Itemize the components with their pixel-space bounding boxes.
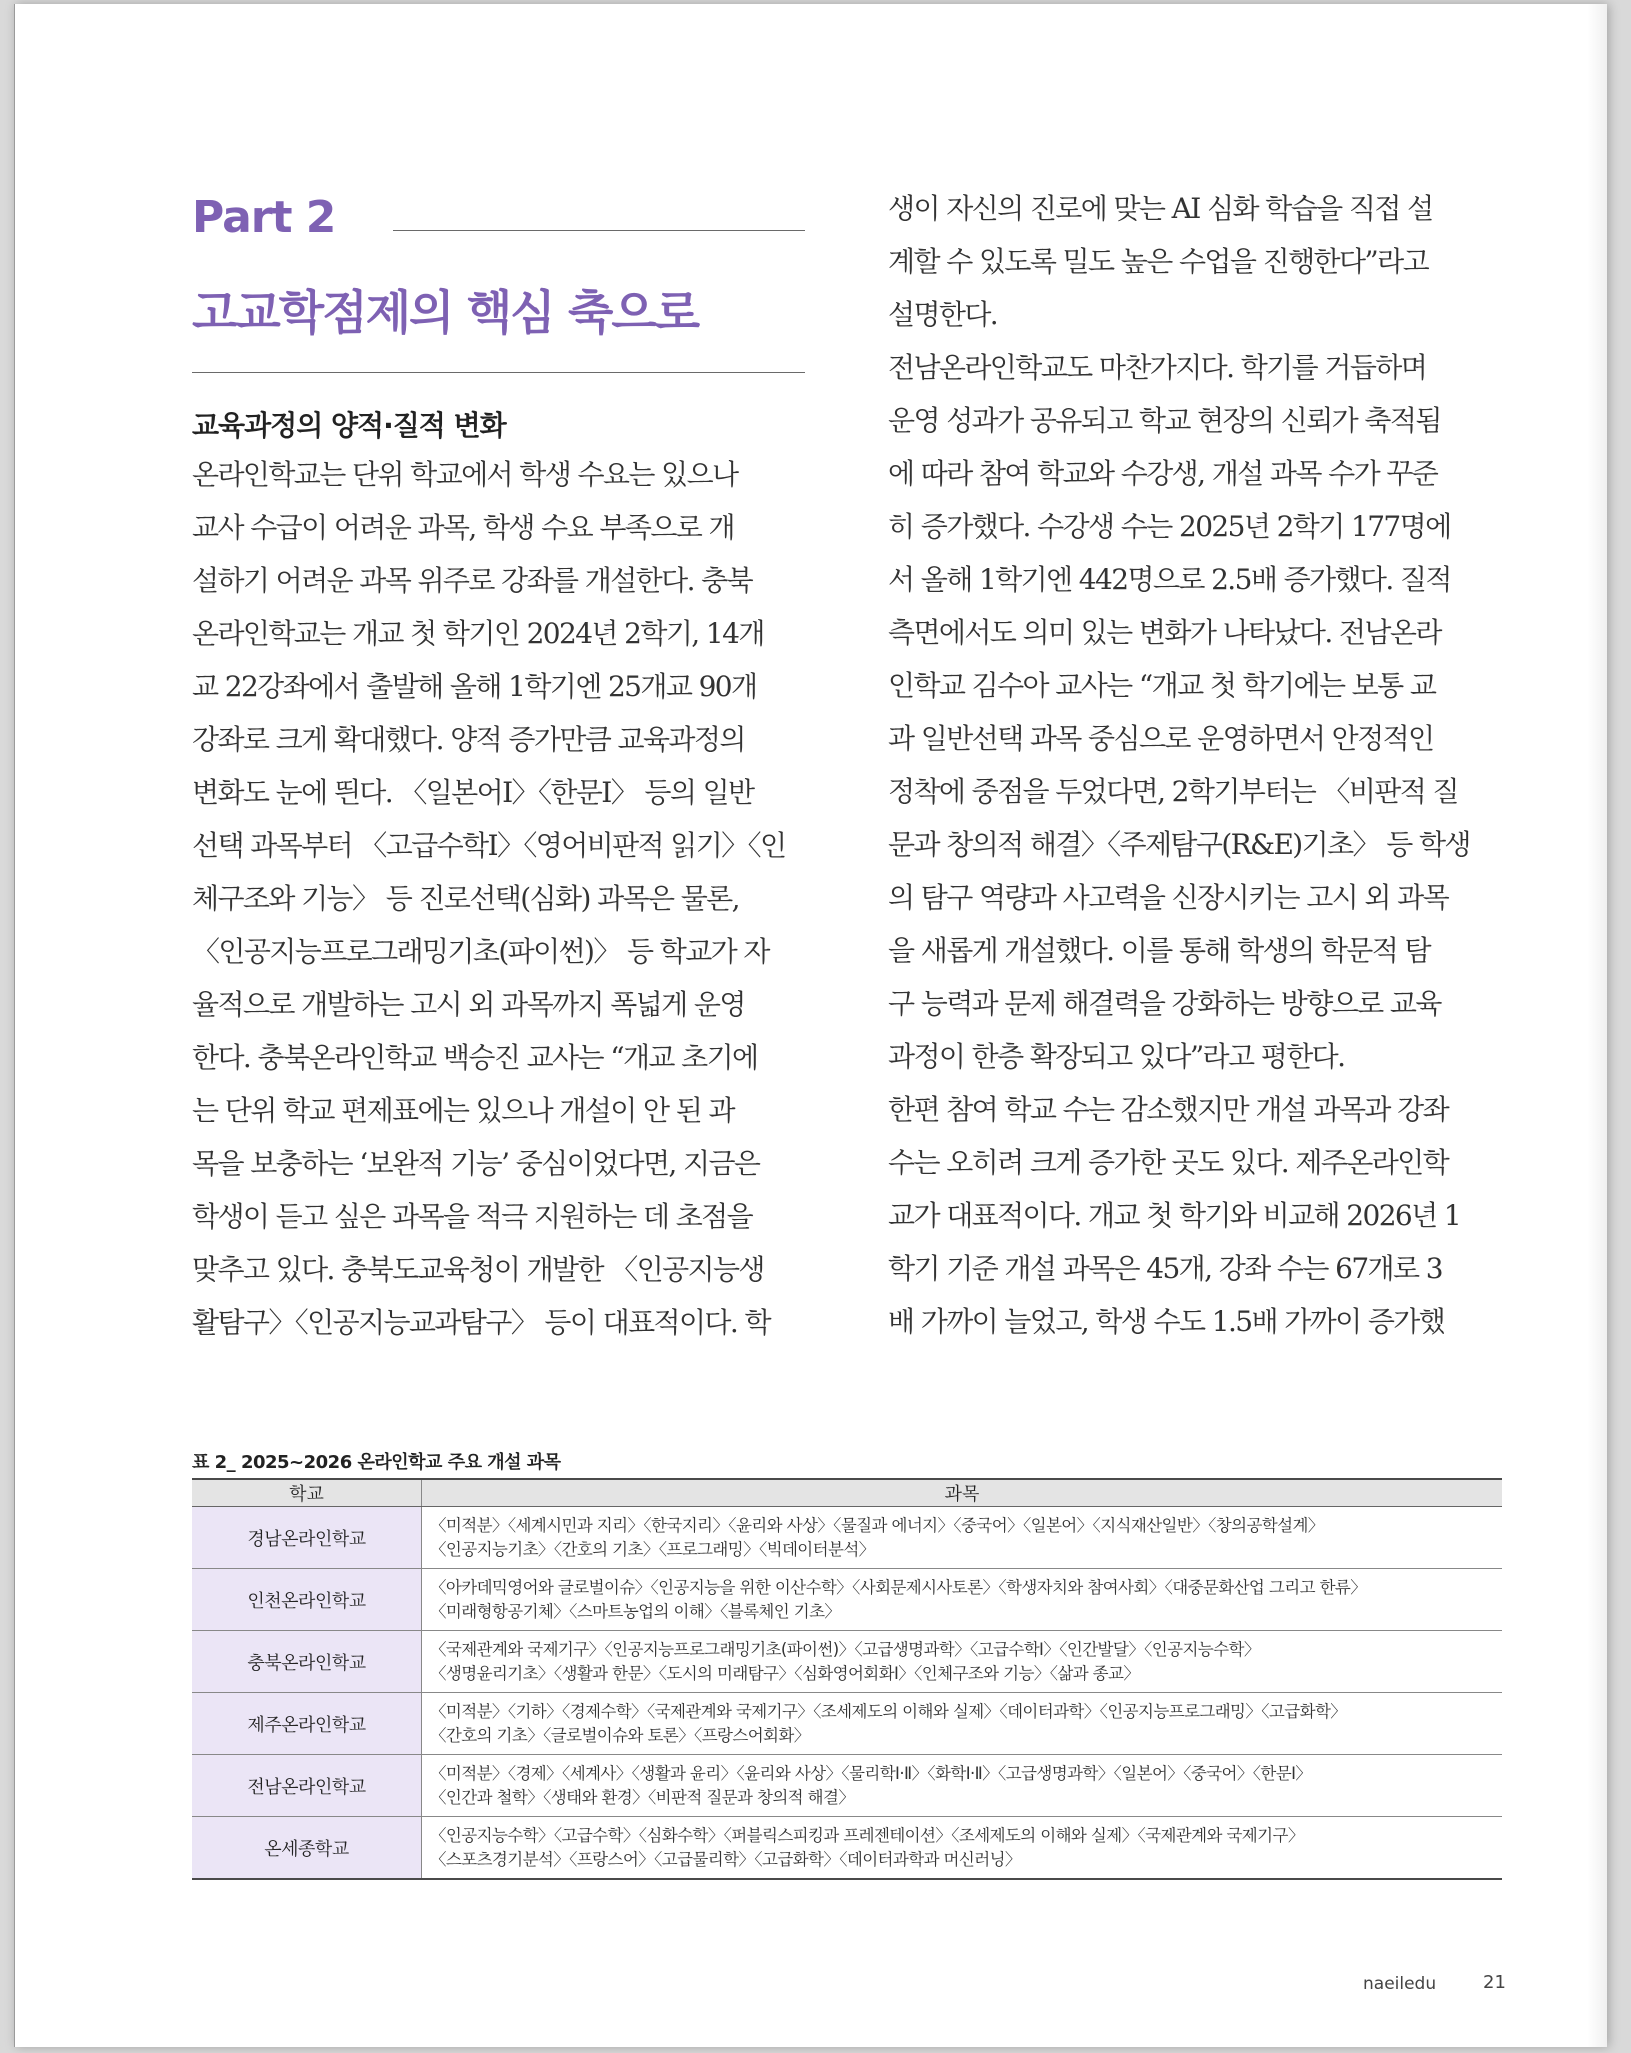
- body-line: 운영 성과가 공유되고 학교 현장의 신뢰가 축적됨: [888, 404, 1441, 437]
- subjects-cell: [422, 1693, 1503, 1755]
- subjects-line: 〈생명윤리기초〉〈생활과 한문〉〈도시의 미래탐구〉〈심화영어회화Ⅰ〉〈인체구조와 기능〉〈삶과 종교〉: [430, 1663, 1140, 1683]
- part-label: Part 2: [192, 192, 336, 243]
- subjects-line: 〈미래형항공기체〉〈스마트농업의 이해〉〈블록체인 기초〉: [430, 1601, 841, 1621]
- table-row: [192, 1817, 1502, 1880]
- body-line: 계할 수 있도록 밀도 높은 수업을 진행한다”라고: [888, 245, 1429, 278]
- body-line: 전남온라인학교도 마찬가지다. 학기를 거듭하며: [888, 351, 1427, 384]
- school-name-cell: 경남온라인학교: [192, 1507, 422, 1569]
- body-line: 정착에 중점을 두었다면, 2학기부터는 〈비판적 질: [888, 775, 1458, 808]
- school-name-cell: 전남온라인학교: [192, 1755, 422, 1817]
- body-line: 구 능력과 문제 해결력을 강화하는 방향으로 교육: [888, 987, 1441, 1020]
- table-row: [192, 1569, 1502, 1631]
- school-name-cell: 제주온라인학교: [192, 1693, 422, 1755]
- body-line: 〈인공지능프로그래밍기초(파이썬)〉 등 학교가 자: [192, 935, 769, 968]
- body-line: 학기 기준 개설 과목은 45개, 강좌 수는 67개로 3: [888, 1252, 1442, 1285]
- body-line: 율적으로 개발하는 고시 외 과목까지 폭넓게 운영: [192, 988, 745, 1021]
- part-divider: [393, 230, 805, 231]
- subjects-cell: [422, 1631, 1503, 1693]
- table-header-row: [192, 1479, 1502, 1507]
- body-line: 는 단위 학교 편제표에는 있으나 개설이 안 된 과: [192, 1094, 734, 1127]
- body-line: 선택 과목부터 〈고급수학Ⅰ〉〈영어비판적 읽기〉〈인: [192, 829, 786, 862]
- subjects-line: 〈인공지능수학〉〈고급수학〉〈심화수학〉〈퍼블릭스피킹과 프레젠테이션〉〈조세제도의 이해와 실제〉〈국제관계와 국제기구〉: [430, 1825, 1304, 1845]
- body-line: 맞추고 있다. 충북도교육청이 개발한 〈인공지능생: [192, 1253, 764, 1286]
- page-edge-shadow: [1587, 4, 1607, 2047]
- body-line: 설명한다.: [888, 298, 998, 331]
- subjects-line: 〈인간과 철학〉〈생태와 환경〉〈비판적 질문과 창의적 해결〉: [430, 1787, 855, 1807]
- school-name-cell: 인천온라인학교: [192, 1569, 422, 1631]
- magazine-page: [14, 4, 1607, 2047]
- body-line: 교가 대표적이다. 개교 첫 학기와 비교해 2026년 1: [888, 1199, 1461, 1232]
- body-line: 변화도 눈에 띈다. 〈일본어Ⅰ〉〈한문Ⅰ〉 등의 일반: [192, 776, 754, 809]
- body-line: 과 일반선택 과목 중심으로 운영하면서 안정적인: [888, 722, 1434, 755]
- subjects-cell: [422, 1755, 1503, 1817]
- body-line: 배 가까이 늘었고, 학생 수도 1.5배 가까이 증가했: [888, 1305, 1445, 1338]
- section-heading: 교육과정의 양적·질적 변화: [192, 409, 506, 442]
- left-text-column: [192, 448, 799, 1349]
- subjects-line: 〈국제관계와 국제기구〉〈인공지능프로그래밍기초(파이썬)〉〈고급생명과학〉〈고급수학Ⅰ〉〈인간발달〉〈인공지능수학〉: [430, 1639, 1260, 1659]
- body-line: 수는 오히려 크게 증가한 곳도 있다. 제주온라인학: [888, 1146, 1449, 1179]
- subjects-cell: [422, 1817, 1503, 1880]
- body-line: 과정이 한층 확장되고 있다”라고 평한다.: [888, 1040, 1345, 1073]
- table-row: [192, 1507, 1502, 1569]
- school-name-cell: 온세종학교: [192, 1817, 422, 1880]
- subjects-line: 〈아카데믹영어와 글로벌이슈〉〈인공지능을 위한 이산수학〉〈사회문제시사토론〉〈학생자치와 참여사회〉〈대중문화산업 그리고 한류〉: [430, 1577, 1367, 1597]
- body-line: 의 탐구 역량과 사고력을 신장시키는 고시 외 과목: [888, 881, 1449, 914]
- subjects-line: 〈미적분〉〈경제〉〈세계사〉〈생활과 윤리〉〈윤리와 사상〉〈물리학Ⅰ·Ⅱ〉〈화학Ⅰ·Ⅱ〉〈고급생명과학〉〈일본어〉〈중국어〉〈한문Ⅰ〉: [430, 1763, 1312, 1783]
- body-line: 교사 수급이 어려운 과목, 학생 수요 부족으로 개: [192, 511, 734, 544]
- header-subjects: 과목: [422, 1479, 1503, 1507]
- chapter-title: 고교학점제의 핵심 축으로: [192, 286, 699, 341]
- body-line: 체구조와 기능〉 등 진로선택(심화) 과목은 물론,: [192, 882, 739, 915]
- right-text-column: [888, 182, 1508, 1348]
- school-name-cell: 충북온라인학교: [192, 1631, 422, 1693]
- body-line: 학생이 듣고 싶은 과목을 적극 지원하는 데 초점을: [192, 1200, 753, 1233]
- subjects-line: 〈미적분〉〈기하〉〈경제수학〉〈국제관계와 국제기구〉〈조세제도의 이해와 실제〉〈데이터과학〉〈인공지능프로그래밍〉〈고급화학〉: [430, 1701, 1347, 1721]
- body-line: 서 올해 1학기엔 442명으로 2.5배 증가했다. 질적: [888, 563, 1451, 596]
- page-number: 21: [1483, 1972, 1506, 1993]
- subjects-line: 〈인공지능기초〉〈간호의 기초〉〈프로그래밍〉〈빅데이터분석〉: [430, 1539, 875, 1559]
- table-row: [192, 1631, 1502, 1693]
- body-line: 측면에서도 의미 있는 변화가 나타났다. 전남온라: [888, 616, 1441, 649]
- title-divider: [192, 372, 805, 373]
- body-line: 인학교 김수아 교사는 “개교 첫 학기에는 보통 교: [888, 669, 1436, 702]
- subjects-line: 〈미적분〉〈세계시민과 지리〉〈한국지리〉〈윤리와 사상〉〈물질과 에너지〉〈중국어〉〈일본어〉〈지식재산일반〉〈창의공학설계〉: [430, 1515, 1324, 1535]
- body-line: 문과 창의적 해결〉〈주제탐구(R&E)기초〉 등 학생: [888, 828, 1470, 861]
- subjects-cell: [422, 1569, 1503, 1631]
- body-line: 한편 참여 학교 수는 감소했지만 개설 과목과 강좌: [888, 1093, 1449, 1126]
- body-line: 한다. 충북온라인학교 백승진 교사는 “개교 초기에: [192, 1041, 758, 1074]
- header-school: 학교: [192, 1479, 422, 1507]
- body-line: 생이 자신의 진로에 맞는 AI 심화 학습을 직접 설: [888, 192, 1433, 225]
- subjects-cell: [422, 1507, 1503, 1569]
- table-row: [192, 1693, 1502, 1755]
- body-line: 에 따라 참여 학교와 수강생, 개설 과목 수가 꾸준: [888, 457, 1438, 490]
- body-line: 설하기 어려운 과목 위주로 강좌를 개설한다. 충북: [192, 564, 753, 597]
- subjects-line: 〈스포츠경기분석〉〈프랑스어〉〈고급물리학〉〈고급화학〉〈데이터과학과 머신러닝〉: [430, 1849, 1021, 1869]
- body-line: 활탐구〉〈인공지능교과탐구〉 등이 대표적이다. 학: [192, 1306, 770, 1339]
- body-line: 목을 보충하는 ‘보완적 기능’ 중심이었다면, 지금은: [192, 1147, 760, 1180]
- body-line: 온라인학교는 단위 학교에서 학생 수요는 있으나: [192, 458, 738, 491]
- body-line: 교 22강좌에서 출발해 올해 1학기엔 25개교 90개: [192, 670, 757, 703]
- table-caption: 표 2_ 2025~2026 온라인학교 주요 개설 과목: [192, 1452, 561, 1473]
- courses-table: [192, 1478, 1502, 1880]
- body-line: 온라인학교는 개교 첫 학기인 2024년 2학기, 14개: [192, 617, 764, 650]
- body-line: 을 새롭게 개설했다. 이를 통해 학생의 학문적 탐: [888, 934, 1430, 967]
- body-line: 히 증가했다. 수강생 수는 2025년 2학기 177명에: [888, 510, 1451, 543]
- subjects-line: 〈간호의 기초〉〈글로벌이슈와 토론〉〈프랑스어회화〉: [430, 1725, 810, 1745]
- table-row: [192, 1755, 1502, 1817]
- body-line: 강좌로 크게 확대했다. 양적 증가만큼 교육과정의: [192, 723, 745, 756]
- magazine-name: naeiledu: [1363, 1974, 1437, 1994]
